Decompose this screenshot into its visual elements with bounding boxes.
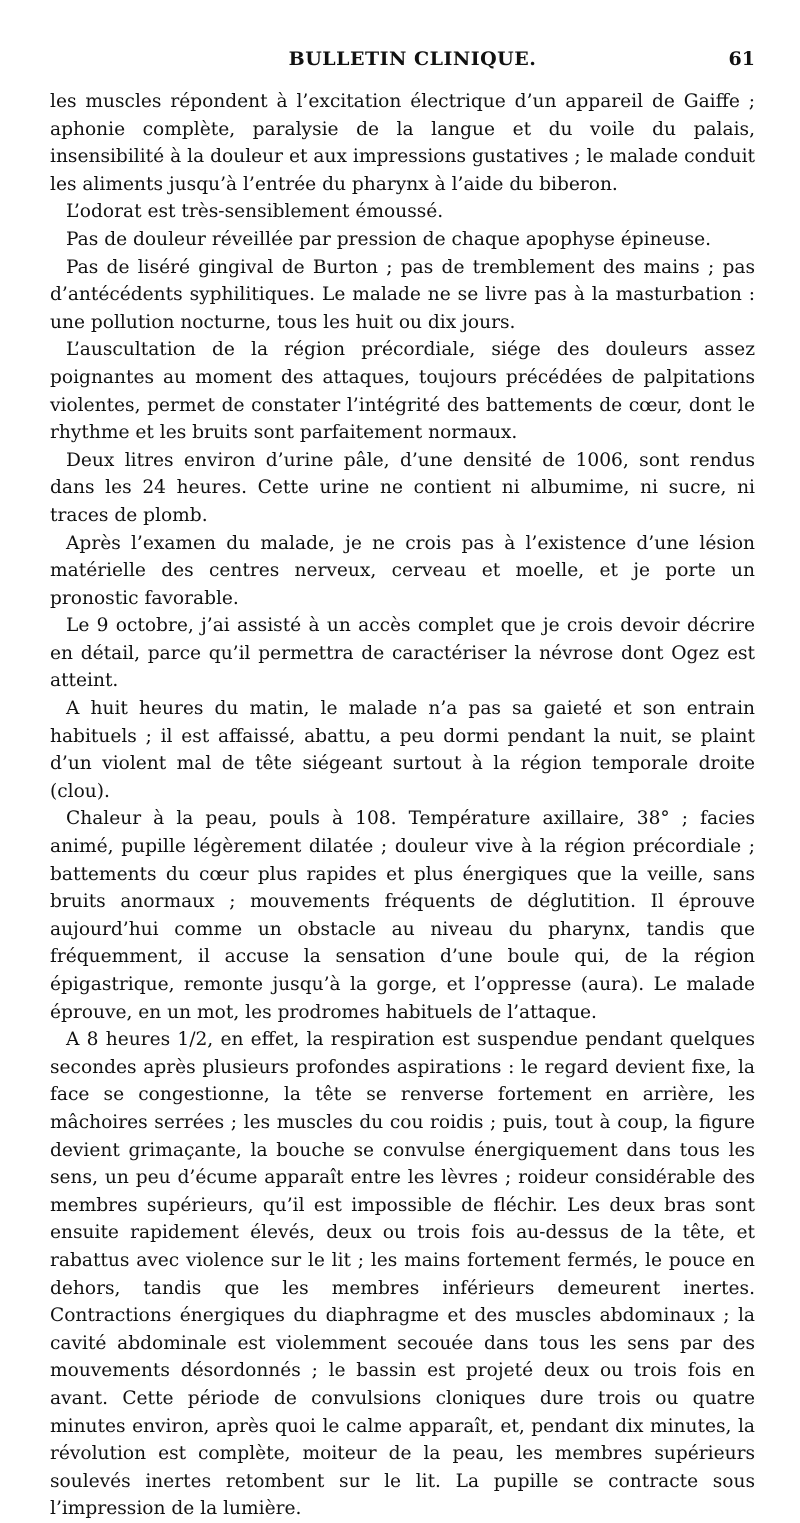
paragraph: A huit heures du matin, le malade n’a pas sa gaieté et son entrain habituels ; il est affaissé, abattu, a peu dormi pendant la nuit, se plaint d’un violent mal de tête siégeant surtout à la région temporale droite (clou).: [50, 698, 755, 802]
paragraph: L’odorat est très-sensiblement émoussé.: [66, 201, 444, 223]
paragraph: L’auscultation de la région précordiale, siége des douleurs assez poignantes au moment des attaques, toujours précédées de palpitations violentes, permet de constater l’intégrité des battements de cœur, dont le rhythme et les bruits sont parfaitement normaux.: [50, 339, 755, 444]
running-head: [50, 48, 755, 78]
paragraph: Pas de liséré gingival de Burton ; pas de tremblement des mains ; pas d’antécédents syphilitiques. Le malade ne se livre pas à la masturbation : une pollution nocturne, tous les huit ou dix jours.: [50, 256, 755, 333]
paragraph: Après l’examen du malade, je ne crois pas à l’existence d’une lésion matérielle des centres nerveux, cerveau et moelle, et je porte un pronostic favorable.: [50, 532, 755, 609]
paragraph: les muscles répondent à l’excitation électrique d’un appareil de Gaiffe ; aphonie complète, paralysie de la langue et du voile du palais, insensibilité à la douleur et aux impressions gustatives ; le malade conduit les aliments jusqu’à l’entrée du pharynx à l’aide du biberon.: [50, 91, 755, 195]
paragraph: Deux litres environ d’urine pâle, d’une densité de 1006, sont rendus dans les 24 heures. Cette urine ne contient ni albumime, ni sucre, ni traces de plomb.: [50, 449, 755, 526]
body-text: [50, 88, 755, 1523]
running-title: BULLETIN CLINIQUE.: [288, 48, 537, 70]
paragraph: Le 9 octobre, j’ai assisté à un accès complet que je crois devoir décrire en détail, parce qu’il permettra de caractériser la névrose dont Ogez est atteint.: [50, 615, 755, 692]
page-number: 61: [728, 48, 755, 70]
paragraph: A 8 heures 1/2, en effet, la respiration est suspendue pendant quelques secondes après plusieurs profondes aspirations : le regard devient fixe, la face se congestionne, la tête se renverse fortement en arrière, les mâchoires serrées ; les muscles du cou roidis ; puis, tout à coup, la figure devient grimaçante, la bouche se convulse énergiquement dans tous les sens, un peu d’écume apparaît entre les lèvres ; roideur considérable des membres supérieurs, qu’il est impossible de fléchir. Les deux bras sont ensuite rapidement élevés, deux ou trois fois au-dessus de la tête, et rabattus avec violence sur le lit ; les mains fortement fermés, le pouce en dehors, tandis que les membres inférieurs demeurent inertes. Contractions énergiques du diaphragme et des muscles abdominaux ; la cavité abdominale est violemment secouée dans tous les sens par des mouvements désordonnés ; le bassin est projeté deux ou trois fois en avant. Cette période de convulsions cloniques dure trois ou quatre minutes environ, après quoi le calme apparaît, et, pendant dix minutes, la révolution est complète, moiteur de la peau, les membres supérieurs soulevés inertes retombent sur le lit. La pupille se contracte sous l’impression de la lumière.: [50, 1029, 755, 1520]
paragraph: Chaleur à la peau, pouls à 108. Température axillaire, 38° ; facies animé, pupille légèrement dilatée ; douleur vive à la région précordiale ; battements du cœur plus rapides et plus énergiques que la veille, sans bruits anormaux ; mouvements fréquents de déglutition. Il éprouve aujourd’hui comme un obstacle au niveau du pharynx, tandis que fréquemment, il accuse la sensation d’une boule qui, de la région épigastrique, remonte jusqu’à la gorge, et l’oppresse (aura). Le malade éprouve, en un mot, les prodromes habituels de l’attaque.: [50, 808, 755, 1023]
book-page: [50, 48, 755, 1523]
paragraph: Pas de douleur réveillée par pression de chaque apophyse épineuse.: [66, 228, 712, 250]
